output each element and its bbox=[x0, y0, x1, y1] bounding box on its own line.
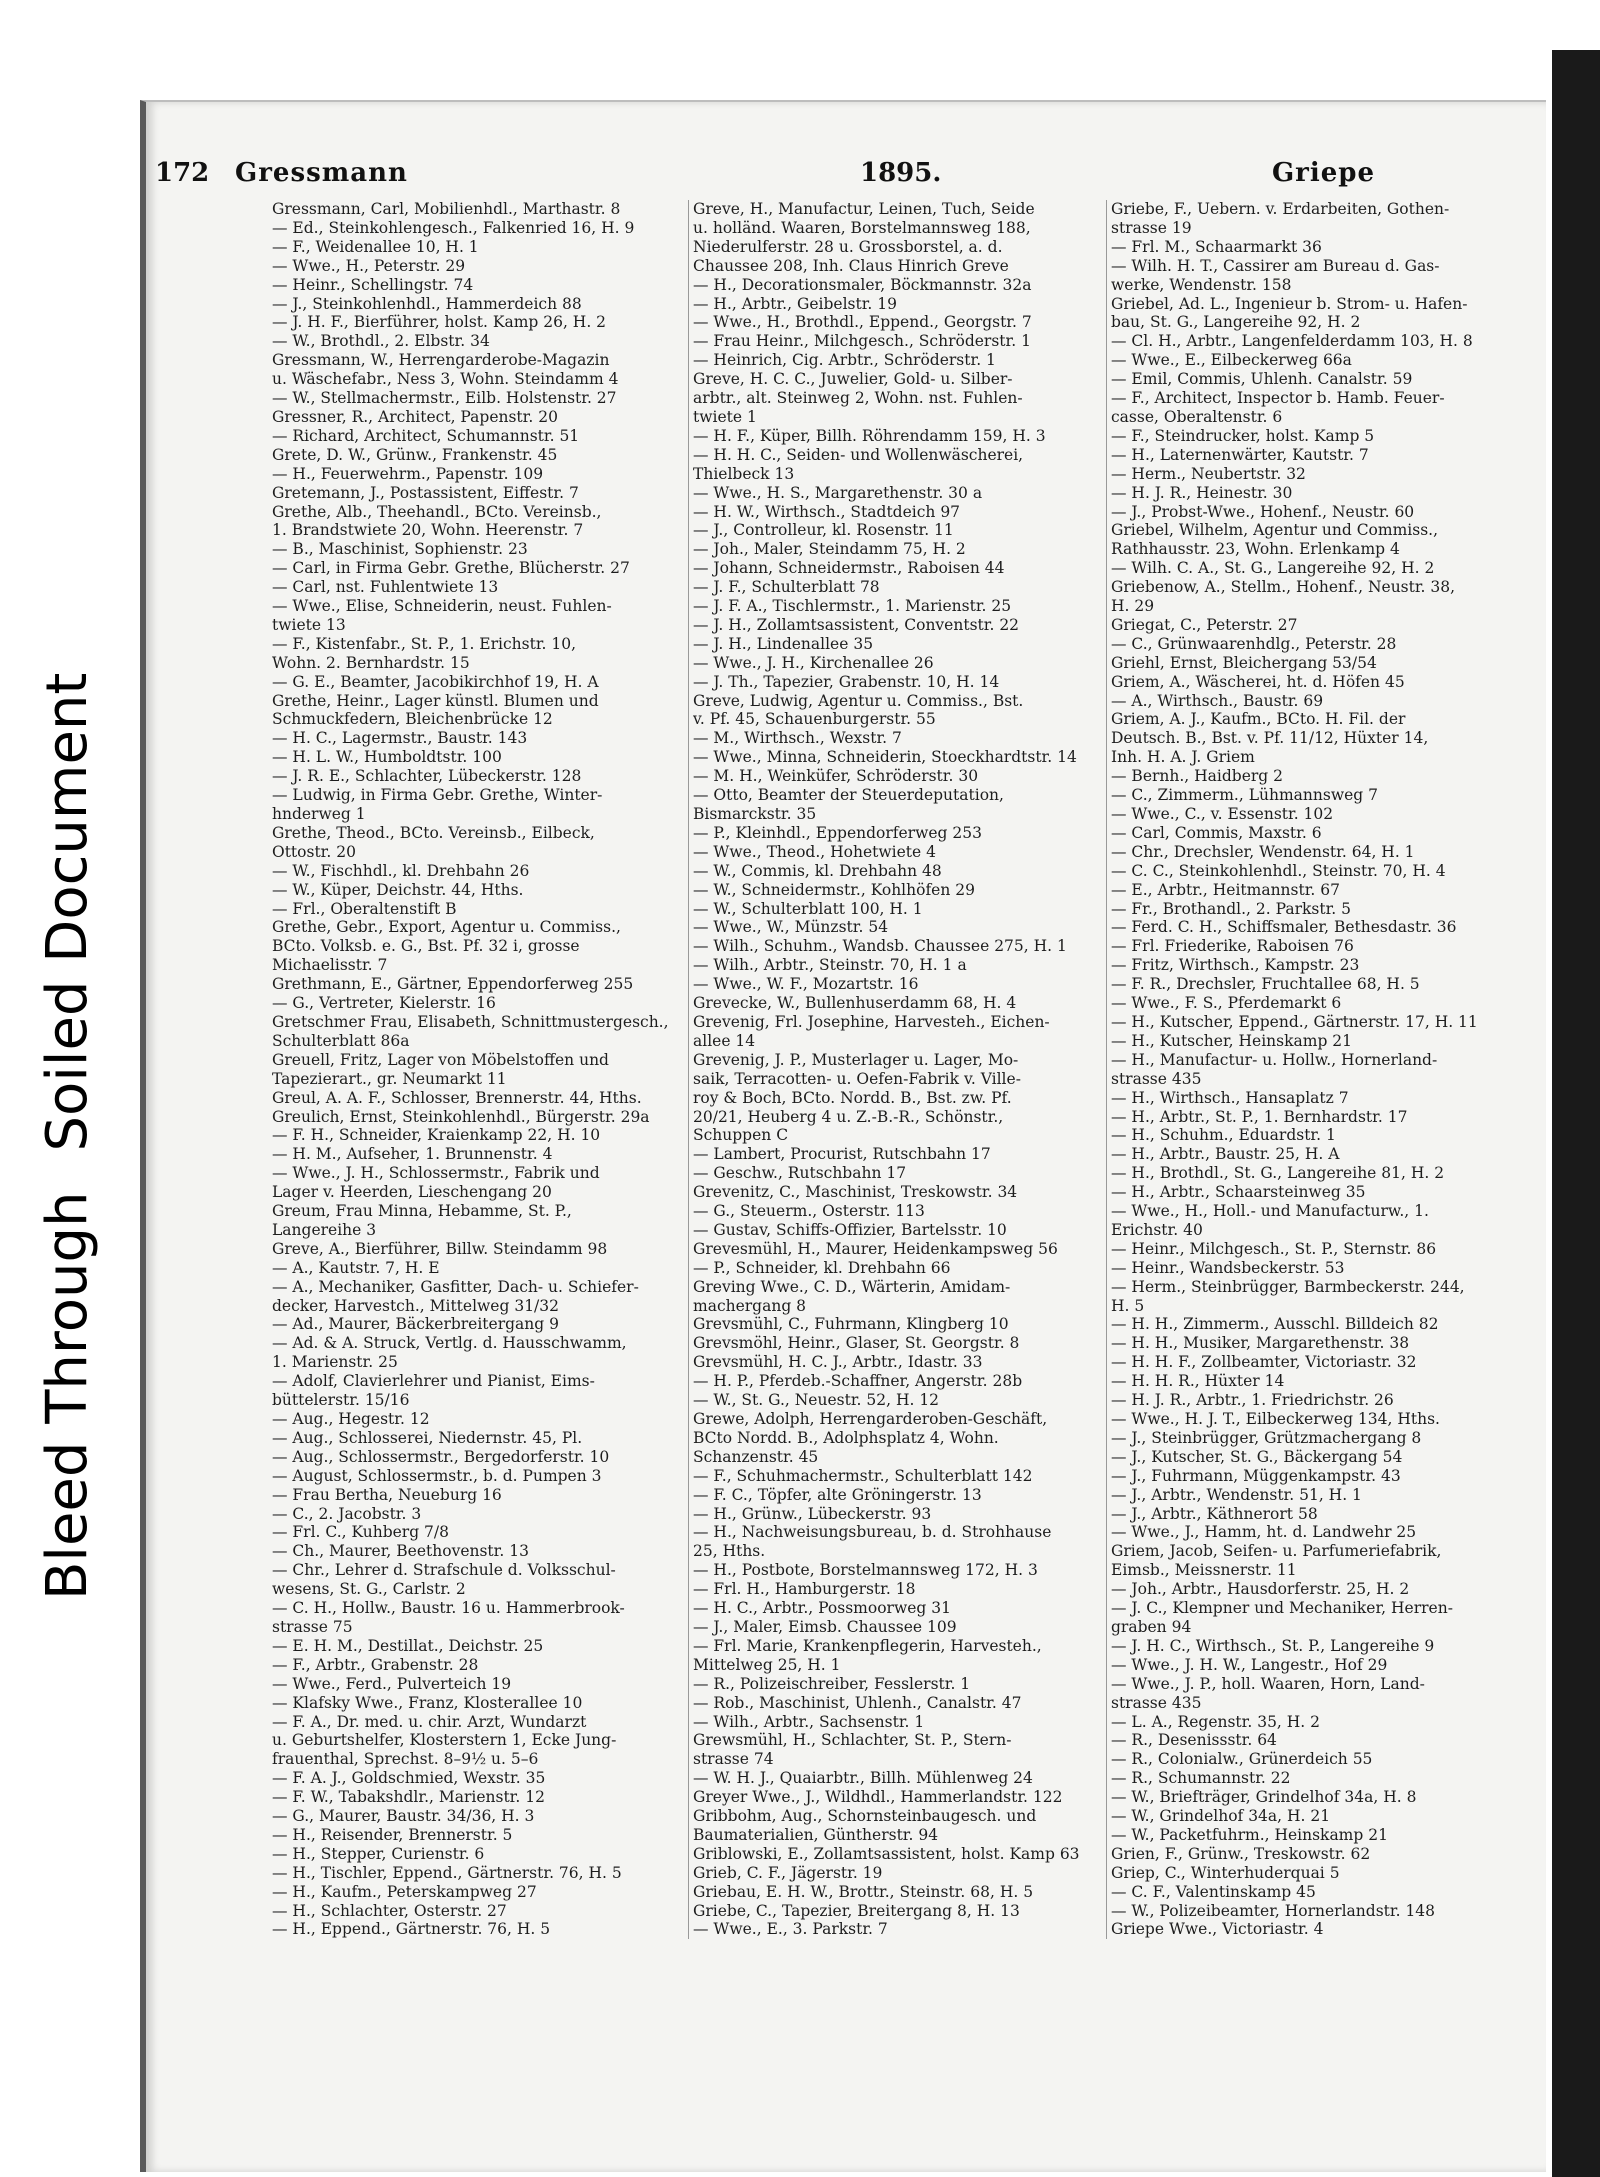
directory-entry-line: — W., Stellmachermstr., Eilb. Holstenstr. 27 bbox=[272, 389, 617, 408]
directory-entry-line: — H. H. R., Hüxter 14 bbox=[1111, 1372, 1285, 1391]
directory-entry-line: — Klafsky Wwe., Franz, Klosterallee 10 bbox=[272, 1693, 583, 1712]
directory-entry-line: — W., Grindelhof 34a, H. 21 bbox=[1111, 1807, 1331, 1826]
directory-entry-line: — Emil, Commis, Uhlenh. Canalstr. 59 bbox=[1111, 370, 1413, 389]
directory-entry-line: Grethe, Theod., BCto. Vereinsb., Eilbeck, bbox=[272, 823, 595, 842]
directory-entry-line: — W., Schneidermstr., Kohlhöfen 29 bbox=[693, 880, 975, 899]
directory-entry-line: — Heinr., Milchgesch., St. P., Sternstr. 86 bbox=[1111, 1239, 1437, 1258]
directory-entry-line: Gretschmer Frau, Elisabeth, Schnittmustergesch., bbox=[272, 1012, 669, 1031]
directory-entry-line: — A., Wirthsch., Baustr. 69 bbox=[1111, 691, 1324, 710]
directory-entry-line: — H., Wirthsch., Hansaplatz 7 bbox=[1111, 1088, 1349, 1107]
scan-side-label bbox=[22, 550, 112, 1600]
bleed-through-label: Bleed Through bbox=[34, 1191, 100, 1600]
directory-entry-line: — Bernh., Haidberg 2 bbox=[1111, 767, 1283, 786]
directory-entry-line: — H., Eppend., Gärtnerstr. 76, H. 5 bbox=[272, 1920, 551, 1939]
directory-entry-line: — C., 2. Jacobstr. 3 bbox=[272, 1504, 422, 1523]
directory-entry-line: Greve, H. C. C., Juwelier, Gold- u. Silber- bbox=[693, 370, 1013, 389]
directory-entry-line: Gretemann, J., Postassistent, Eiffestr. 7 bbox=[272, 483, 579, 502]
directory-entry-line: — P., Kleinhdl., Eppendorferweg 253 bbox=[693, 823, 982, 842]
directory-entry-line: Grevenig, J. P., Musterlager u. Lager, Mo- bbox=[693, 1050, 1019, 1069]
directory-entry-line: — J., Arbtr., Wendenstr. 51, H. 1 bbox=[1111, 1485, 1362, 1504]
directory-entry-line: Ottostr. 20 bbox=[272, 842, 356, 861]
directory-entry-line: — W., Polizeibeamter, Hornerlandstr. 148 bbox=[1111, 1901, 1436, 1920]
directory-entry-line: — August, Schlossermstr., b. d. Pumpen 3 bbox=[272, 1466, 602, 1485]
directory-entry-line: — Wwe., C., v. Essenstr. 102 bbox=[1111, 805, 1334, 823]
directory-entry-line: — F. A., Dr. med. u. chir. Arzt, Wundarzt bbox=[272, 1712, 587, 1731]
directory-entry-line: — Otto, Beamter der Steuerdeputation, bbox=[693, 786, 1004, 805]
directory-entry-line: — Wwe., F. S., Pferdemarkt 6 bbox=[1111, 994, 1342, 1013]
directory-entry-line: Griebel, Ad. L., Ingenieur b. Strom- u. Hafen- bbox=[1111, 294, 1468, 313]
directory-entry-line: — Carl, Commis, Maxstr. 6 bbox=[1111, 823, 1322, 842]
directory-entry-line: BCto Nordd. B., Adolphsplatz 4, Wohn. bbox=[693, 1428, 999, 1447]
directory-entry-line: — R., Schumannstr. 22 bbox=[1111, 1769, 1291, 1788]
directory-entry-line: Grethe, Heinr., Lager künstl. Blumen und bbox=[272, 691, 599, 710]
directory-entry-line: — J. F., Schulterblatt 78 bbox=[693, 578, 880, 597]
directory-entry-line: Gribbohm, Aug., Schornsteinbaugesch. und bbox=[693, 1807, 1037, 1826]
directory-entry-line: — F. H., Schneider, Kraienkamp 22, H. 10 bbox=[272, 1126, 601, 1145]
directory-entry-line: — F., Architect, Inspector b. Hamb. Feuer- bbox=[1111, 389, 1445, 408]
directory-entry-line: — H., Tischler, Eppend., Gärtnerstr. 76, H. 5 bbox=[272, 1863, 622, 1882]
directory-entry-line: — Aug., Schlosserei, Niedernstr. 45, Pl. bbox=[272, 1428, 583, 1447]
directory-entry-line: 20/21, Heuberg 4 u. Z.-B.-R., Schönstr., bbox=[693, 1107, 1004, 1126]
directory-entry-line: Grevecke, W., Bullenhuserdamm 68, H. 4 bbox=[693, 994, 1017, 1013]
directory-entry-line: — Lambert, Procurist, Rutschbahn 17 bbox=[693, 1145, 991, 1164]
directory-entry-line: — E. H. M., Destillat., Deichstr. 25 bbox=[272, 1636, 544, 1655]
directory-entry-line: — W., Packetfuhrm., Heinskamp 21 bbox=[1111, 1825, 1388, 1844]
directory-entry-line: Grevsmühl, H. C. J., Arbtr., Idastr. 33 bbox=[693, 1353, 983, 1372]
directory-entry-line: — Wwe., Minna, Schneiderin, Stoeckhardtstr. 14 bbox=[693, 748, 1077, 767]
directory-entry-line: — C., Zimmerm., Lühmannsweg 7 bbox=[1111, 786, 1378, 805]
directory-entry-line: Griegat, C., Peterstr. 27 bbox=[1111, 615, 1298, 634]
directory-entry-line: — H. H. F., Zollbeamter, Victoriastr. 32 bbox=[1111, 1353, 1417, 1372]
directory-entry-line: decker, Harvestch., Mittelweg 31/32 bbox=[272, 1296, 559, 1315]
directory-entry-line: — E., Arbtr., Heitmannstr. 67 bbox=[1111, 880, 1341, 899]
soiled-document-label: Soiled Document bbox=[34, 672, 100, 1152]
directory-entry-line: — H. J. R., Heinestr. 30 bbox=[1111, 483, 1293, 502]
directory-entry-line: Greve, A., Bierführer, Billw. Steindamm 98 bbox=[272, 1239, 608, 1258]
directory-entry-line: — H., Arbtr., Baustr. 25, H. A bbox=[1111, 1145, 1340, 1164]
directory-entry-line: — Chr., Drechsler, Wendenstr. 64, H. 1 bbox=[1111, 842, 1415, 861]
directory-entry-line: — H. F., Küper, Billh. Röhrendamm 159, H. 3 bbox=[693, 426, 1046, 445]
directory-entry-line: Greyer Wwe., J., Wildhdl., Hammerlandstr. 122 bbox=[693, 1788, 1063, 1807]
directory-entry-line: — B., Maschinist, Sophienstr. 23 bbox=[272, 540, 528, 559]
directory-entry-line: Inh. H. A. J. Griem bbox=[1111, 748, 1255, 767]
directory-entry-line: — F. C., Töpfer, alte Gröningerstr. 13 bbox=[693, 1485, 982, 1504]
directory-entry-line: Greuell, Fritz, Lager von Möbelstoffen und bbox=[272, 1050, 609, 1069]
directory-entry-line: — J., Arbtr., Käthnerort 58 bbox=[1111, 1504, 1318, 1523]
directory-entry-line: 1. Marienstr. 25 bbox=[272, 1353, 398, 1372]
directory-entry-line: — Wwe., Elise, Schneiderin, neust. Fuhlen- bbox=[272, 597, 612, 616]
directory-entry-line: — Frau Bertha, Neueburg 16 bbox=[272, 1485, 502, 1504]
directory-entry-line: — J., Probst-Wwe., Hohenf., Neustr. 60 bbox=[1111, 502, 1415, 521]
directory-entry-line: roy & Boch, BCto. Nordd. B., Bst. zw. Pf. bbox=[693, 1088, 1012, 1107]
directory-entry-line: — Wilh. C. A., St. G., Langereihe 92, H. 2 bbox=[1111, 559, 1435, 578]
directory-entry-line: — J. C., Klempner und Mechaniker, Herren- bbox=[1111, 1599, 1453, 1618]
directory-entry-line: — W., Briefträger, Grindelhof 34a, H. 8 bbox=[1111, 1788, 1417, 1807]
directory-entry-line: — Wwe., E., Eilbeckerweg 66a bbox=[1111, 351, 1352, 370]
directory-column-3 bbox=[1106, 200, 1531, 1939]
directory-entry-line: Gressmann, Carl, Mobilienhdl., Marthastr. 8 bbox=[272, 200, 621, 218]
directory-entry-line: — L. A., Regenstr. 35, H. 2 bbox=[1111, 1712, 1321, 1731]
directory-entry-line: 25, Hths. bbox=[693, 1542, 766, 1561]
directory-entry-line: — H. H., Zimmerm., Ausschl. Billdeich 82 bbox=[1111, 1315, 1439, 1334]
directory-entry-line: — C. C., Steinkohlenhdl., Steinstr. 70, H. 4 bbox=[1111, 861, 1446, 880]
directory-entry-line: — G., Vertreter, Kielerstr. 16 bbox=[272, 994, 496, 1013]
directory-entry-line: v. Pf. 45, Schauenburgerstr. 55 bbox=[693, 710, 936, 729]
directory-entry-line: Greving Wwe., C. D., Wärterin, Amidam- bbox=[693, 1277, 1011, 1296]
directory-entry-line: — H., Feuerwehrm., Papenstr. 109 bbox=[272, 464, 544, 483]
directory-column-1 bbox=[272, 200, 680, 1939]
directory-entry-line: — W. H. J., Quaiarbtr., Billh. Mühlenweg 24 bbox=[693, 1769, 1033, 1788]
directory-entry-line: — Wwe., W. F., Mozartstr. 16 bbox=[693, 975, 919, 994]
year-title: 1895. bbox=[860, 158, 942, 188]
directory-entry-line: — A., Kautstr. 7, H. E bbox=[272, 1258, 440, 1277]
directory-entry-line: — Geschw., Rutschbahn 17 bbox=[693, 1164, 907, 1183]
directory-entry-line: — J. R. E., Schlachter, Lübeckerstr. 128 bbox=[272, 767, 582, 786]
directory-entry-line: — W., St. G., Neuestr. 52, H. 12 bbox=[693, 1391, 940, 1410]
directory-entry-line: — H., Stepper, Curienstr. 6 bbox=[272, 1844, 485, 1863]
directory-entry-line: — C. H., Hollw., Baustr. 16 u. Hammerbrook- bbox=[272, 1599, 625, 1618]
directory-entry-line: — W., Küper, Deichstr. 44, Hths. bbox=[272, 880, 524, 899]
directory-entry-line: Grewsmühl, H., Schlachter, St. P., Stern- bbox=[693, 1731, 1012, 1750]
directory-entry-line: Niederulferstr. 28 u. Grossborstel, a. d. bbox=[693, 237, 1003, 256]
directory-entry-line: — Frl. Marie, Krankenpflegerin, Harvesteh., bbox=[693, 1636, 1042, 1655]
directory-entry-line: Schmuckfedern, Bleichenbrücke 12 bbox=[272, 710, 553, 729]
directory-entry-line: Wohn. 2. Bernhardstr. 15 bbox=[272, 653, 470, 672]
directory-entry-line: — Wwe., H., Brothdl., Eppend., Georgstr. 7 bbox=[693, 313, 1032, 332]
directory-entry-line: Griem, A., Wäscherei, ht. d. Höfen 45 bbox=[1111, 672, 1405, 691]
directory-entry-line: — H., Kutscher, Eppend., Gärtnerstr. 17, H. 11 bbox=[1111, 1012, 1478, 1031]
directory-entry-line: — Fritz, Wirthsch., Kampstr. 23 bbox=[1111, 956, 1360, 975]
directory-entry-line: — J., Steinkohlenhdl., Hammerdeich 88 bbox=[272, 294, 582, 313]
directory-entry-line: Erichstr. 40 bbox=[1111, 1220, 1203, 1239]
directory-entry-line: — Wwe., H., Holl.- und Manufacturw., 1. bbox=[1111, 1202, 1429, 1221]
directory-entry-line: — Wilh. H. T., Cassirer am Bureau d. Gas- bbox=[1111, 256, 1440, 275]
directory-entry-line: — Wwe., E., 3. Parkstr. 7 bbox=[693, 1920, 888, 1939]
directory-entry-line: bau, St. G., Langereihe 92, H. 2 bbox=[1111, 313, 1361, 332]
directory-entry-line: — J., Controlleur, kl. Rosenstr. 11 bbox=[693, 521, 954, 540]
directory-entry-line: Deutsch. B., Bst. v. Pf. 11/12, Hüxter 14, bbox=[1111, 729, 1429, 748]
directory-entry-line: hnderweg 1 bbox=[272, 805, 366, 823]
directory-entry-line: twiete 1 bbox=[693, 407, 757, 426]
directory-entry-line: Greve, Ludwig, Agentur u. Commiss., Bst. bbox=[693, 691, 1024, 710]
directory-entry-line: — J., Maler, Eimsb. Chaussee 109 bbox=[693, 1617, 957, 1636]
directory-entry-line: — H. C., Arbtr., Possmoorweg 31 bbox=[693, 1599, 951, 1618]
directory-entry-line: Griem, A. J., Kaufm., BCto. H. Fil. der bbox=[1111, 710, 1406, 729]
directory-entry-line: — R., Polizeischreiber, Fesslerstr. 1 bbox=[693, 1674, 971, 1693]
directory-entry-line: — Carl, in Firma Gebr. Grethe, Blücherstr. 27 bbox=[272, 559, 630, 578]
directory-entry-line: — H., Brothdl., St. G., Langereihe 81, H. 2 bbox=[1111, 1164, 1445, 1183]
directory-entry-line: u. Geburtshelfer, Klosterstern 1, Ecke Jung- bbox=[272, 1731, 617, 1750]
directory-entry-line: — H. H., Musiker, Margarethenstr. 38 bbox=[1111, 1334, 1410, 1353]
directory-entry-line: Tapezierart., gr. Neumarkt 11 bbox=[272, 1069, 507, 1088]
directory-entry-line: Griebenow, A., Stellm., Hohenf., Neustr. 38, bbox=[1111, 578, 1456, 597]
directory-entry-line: Grewe, Adolph, Herrengarderoben-Geschäft, bbox=[693, 1410, 1048, 1428]
directory-entry-line: Schulterblatt 86a bbox=[272, 1031, 410, 1050]
directory-entry-line: Griebau, E. H. W., Brottr., Steinstr. 68, H. 5 bbox=[693, 1882, 1034, 1901]
directory-entry-line: saik, Terracotten- u. Oefen-Fabrik v. Ville- bbox=[693, 1069, 1021, 1088]
directory-entry-line: Thielbeck 13 bbox=[693, 464, 795, 483]
directory-entry-line: — Joh., Maler, Steindamm 75, H. 2 bbox=[693, 540, 966, 559]
directory-entry-line: — F., Kistenfabr., St. P., 1. Erichstr. 10, bbox=[272, 634, 577, 653]
directory-entry-line: Griehl, Ernst, Bleichergang 53/54 bbox=[1111, 653, 1377, 672]
directory-entry-line: Lager v. Heerden, Lieschengang 20 bbox=[272, 1183, 552, 1202]
directory-entry-line: Greulich, Ernst, Steinkohlenhdl., Bürgerstr. 29a bbox=[272, 1107, 650, 1126]
directory-entry-line: frauenthal, Sprechst. 8–9½ u. 5–6 bbox=[272, 1750, 539, 1769]
directory-entry-line: — Frl. C., Kuhberg 7/8 bbox=[272, 1523, 449, 1542]
directory-entry-line: — Richard, Architect, Schumannstr. 51 bbox=[272, 426, 580, 445]
directory-entry-line: — Wwe., H. S., Margarethenstr. 30 a bbox=[693, 483, 983, 502]
directory-entry-line: — M. H., Weinküfer, Schröderstr. 30 bbox=[693, 767, 979, 786]
directory-entry-line: — F. A. J., Goldschmied, Wexstr. 35 bbox=[272, 1769, 546, 1788]
directory-entry-line: Rathhausstr. 23, Wohn. Erlenkamp 4 bbox=[1111, 540, 1400, 559]
directory-entry-line: Grevenig, Frl. Josephine, Harvesteh., Eichen- bbox=[693, 1012, 1050, 1031]
directory-entry-line: — Frl. H., Hamburgerstr. 18 bbox=[693, 1580, 916, 1599]
directory-entry-line: — H. L. W., Humboldtstr. 100 bbox=[272, 748, 502, 767]
directory-entry-line: Schuppen C bbox=[693, 1126, 789, 1145]
directory-entry-line: Griem, Jacob, Seifen- u. Parfumeriefabrik, bbox=[1111, 1542, 1442, 1561]
directory-entry-line: — Heinr., Wandsbeckerstr. 53 bbox=[1111, 1258, 1345, 1277]
directory-entry-line: u. holländ. Waaren, Borstelmannsweg 188, bbox=[693, 218, 1031, 237]
directory-entry-line: — F., Weidenallee 10, H. 1 bbox=[272, 237, 479, 256]
directory-entry-line: machergang 8 bbox=[693, 1296, 807, 1315]
directory-entry-line: — J., Kutscher, St. G., Bäckergang 54 bbox=[1111, 1447, 1403, 1466]
scan-edge-bar bbox=[1552, 50, 1600, 2177]
directory-entry-line: Baumaterialien, Güntherstr. 94 bbox=[693, 1825, 939, 1844]
directory-entry-line: — Heinr., Schellingstr. 74 bbox=[272, 275, 474, 294]
directory-entry-line: BCto. Volksb. e. G., Bst. Pf. 32 i, grosse bbox=[272, 937, 580, 956]
directory-entry-line: — H., Grünw., Lübeckerstr. 93 bbox=[693, 1504, 932, 1523]
directory-entry-line: — Wwe., H., Peterstr. 29 bbox=[272, 256, 466, 275]
directory-entry-line: Gressner, R., Architect, Papenstr. 20 bbox=[272, 407, 558, 426]
directory-entry-line: u. Wäschefabr., Ness 3, Wohn. Steindamm 4 bbox=[272, 370, 619, 389]
directory-entry-line: Greve, H., Manufactur, Leinen, Tuch, Seide bbox=[693, 200, 1035, 218]
directory-entry-line: — R., Colonialw., Grünerdeich 55 bbox=[1111, 1750, 1373, 1769]
directory-entry-line: — C., Grünwaarenhdlg., Peterstr. 28 bbox=[1111, 634, 1397, 653]
directory-entry-line: Grevsmühl, C., Fuhrmann, Klingberg 10 bbox=[693, 1315, 1009, 1334]
directory-entry-line: — Wwe., J. H. W., Langestr., Hof 29 bbox=[1111, 1655, 1388, 1674]
directory-entry-line: Griep, C., Winterhuderquai 5 bbox=[1111, 1863, 1340, 1882]
directory-entry-line: — J. H., Lindenallee 35 bbox=[693, 634, 874, 653]
directory-entry-line: — Wilh., Arbtr., Steinstr. 70, H. 1 a bbox=[693, 956, 967, 975]
directory-entry-line: strasse 74 bbox=[693, 1750, 774, 1769]
directory-entry-line: — H., Nachweisungsbureau, b. d. Strohhause bbox=[693, 1523, 1052, 1542]
directory-entry-line: — Wilh., Schuhm., Wandsb. Chaussee 275, H. 1 bbox=[693, 937, 1067, 956]
directory-entry-line: — Wwe., J. P., holl. Waaren, Horn, Land- bbox=[1111, 1674, 1425, 1693]
directory-entry-line: Chaussee 208, Inh. Claus Hinrich Greve bbox=[693, 256, 1009, 275]
left-running-title: Gressmann bbox=[235, 158, 408, 188]
directory-entry-line: — H. P., Pferdeb.-Schaffner, Angerstr. 28b bbox=[693, 1372, 1023, 1391]
directory-entry-line: — G. E., Beamter, Jacobikirchhof 19, H. A bbox=[272, 672, 599, 691]
directory-entry-line: — W., Fischhdl., kl. Drehbahn 26 bbox=[272, 861, 530, 880]
directory-entry-line: — R., Desenissstr. 64 bbox=[1111, 1731, 1277, 1750]
directory-entry-line: — Gustav, Schiffs-Offizier, Bartelsstr. 10 bbox=[693, 1220, 1007, 1239]
directory-entry-line: — Ad., Maurer, Bäckerbreitergang 9 bbox=[272, 1315, 559, 1334]
directory-entry-line: — Ch., Maurer, Beethovenstr. 13 bbox=[272, 1542, 529, 1561]
directory-entry-line: Grevenitz, C., Maschinist, Treskowstr. 34 bbox=[693, 1183, 1018, 1202]
directory-entry-line: — H., Arbtr., Schaarsteinweg 35 bbox=[1111, 1183, 1366, 1202]
directory-entry-line: — H., Laternenwärter, Kautstr. 7 bbox=[1111, 445, 1369, 464]
directory-entry-line: — F. R., Drechsler, Fruchtallee 68, H. 5 bbox=[1111, 975, 1420, 994]
directory-entry-line: Grete, D. W., Grünw., Frankenstr. 45 bbox=[272, 445, 558, 464]
directory-entry-line: — Joh., Arbtr., Hausdorferstr. 25, H. 2 bbox=[1111, 1580, 1410, 1599]
directory-entry-line: — F., Arbtr., Grabenstr. 28 bbox=[272, 1655, 479, 1674]
directory-entry-line: — Frau Heinr., Milchgesch., Schröderstr. 1 bbox=[693, 332, 1031, 351]
directory-entry-line: wesens, St. G., Carlstr. 2 bbox=[272, 1580, 466, 1599]
directory-entry-line: Bismarckstr. 35 bbox=[693, 805, 817, 823]
directory-entry-line: — Frl. Friederike, Raboisen 76 bbox=[1111, 937, 1354, 956]
directory-entry-line: — W., Schulterblatt 100, H. 1 bbox=[693, 899, 923, 918]
directory-entry-line: strasse 19 bbox=[1111, 218, 1192, 237]
directory-entry-line: — F., Steindrucker, holst. Kamp 5 bbox=[1111, 426, 1375, 445]
directory-entry-line: — W., Commis, kl. Drehbahn 48 bbox=[693, 861, 942, 880]
directory-entry-line: — H., Arbtr., St. P., 1. Bernhardstr. 17 bbox=[1111, 1107, 1408, 1126]
directory-entry-line: arbtr., alt. Steinweg 2, Wohn. nst. Fuhlen- bbox=[693, 389, 1023, 408]
directory-entry-line: — J., Steinbrügger, Grützmachergang 8 bbox=[1111, 1428, 1422, 1447]
directory-entry-line: strasse 75 bbox=[272, 1617, 353, 1636]
directory-entry-line: Griebe, F., Uebern. v. Erdarbeiten, Gothen- bbox=[1111, 200, 1450, 218]
directory-entry-line: — Heinrich, Cig. Arbtr., Schröderstr. 1 bbox=[693, 351, 996, 370]
directory-entry-line: — H., Reisender, Brennerstr. 5 bbox=[272, 1825, 513, 1844]
directory-column-2 bbox=[688, 200, 1103, 1939]
directory-entry-line: — Wwe., J. H., Schlossermstr., Fabrik und bbox=[272, 1164, 600, 1183]
directory-entry-line: twiete 13 bbox=[272, 615, 346, 634]
directory-entry-line: — Herm., Neubertstr. 32 bbox=[1111, 464, 1306, 483]
page-number: 172 bbox=[155, 158, 210, 188]
directory-entry-line: — Ed., Steinkohlengesch., Falkenried 16, H. 9 bbox=[272, 218, 635, 237]
directory-entry-line: büttelerstr. 15/16 bbox=[272, 1391, 410, 1410]
directory-entry-line: — G., Steuerm., Osterstr. 113 bbox=[693, 1202, 925, 1221]
directory-entry-line: Grevesmühl, H., Maurer, Heidenkampsweg 56 bbox=[693, 1239, 1058, 1258]
directory-entry-line: — H., Schuhm., Eduardstr. 1 bbox=[1111, 1126, 1336, 1145]
directory-entry-line: — Frl. M., Schaarmarkt 36 bbox=[1111, 237, 1322, 256]
directory-entry-line: — Adolf, Clavierlehrer und Pianist, Eims- bbox=[272, 1372, 595, 1391]
directory-entry-line: — W., Brothdl., 2. Elbstr. 34 bbox=[272, 332, 490, 351]
directory-entry-line: — Chr., Lehrer d. Strafschule d. Volksschul- bbox=[272, 1561, 616, 1580]
directory-entry-line: graben 94 bbox=[1111, 1617, 1192, 1636]
directory-entry-line: strasse 435 bbox=[1111, 1693, 1202, 1712]
directory-entry-line: — H., Schlachter, Osterstr. 27 bbox=[272, 1901, 507, 1920]
directory-entry-line: — Wwe., H. J. T., Eilbeckerweg 134, Hths. bbox=[1111, 1410, 1440, 1428]
directory-entry-line: — Aug., Hegestr. 12 bbox=[272, 1410, 430, 1428]
directory-entry-line: Grevsmöhl, Heinr., Glaser, St. Georgstr. 8 bbox=[693, 1334, 1020, 1353]
directory-entry-line: — Wwe., J., Hamm, ht. d. Landwehr 25 bbox=[1111, 1523, 1417, 1542]
directory-entry-line: — F., Schuhmachermstr., Schulterblatt 142 bbox=[693, 1466, 1033, 1485]
directory-entry-line: Grien, F., Grünw., Treskowstr. 62 bbox=[1111, 1844, 1371, 1863]
directory-entry-line: — H., Kaufm., Peterskampweg 27 bbox=[272, 1882, 537, 1901]
directory-entry-line: strasse 435 bbox=[1111, 1069, 1202, 1088]
directory-entry-line: H. 29 bbox=[1111, 597, 1155, 616]
directory-entry-line: — H., Kutscher, Heinskamp 21 bbox=[1111, 1031, 1353, 1050]
directory-entry-line: — Ad. & A. Struck, Vertlg. d. Hausschwamm, bbox=[272, 1334, 627, 1353]
directory-entry-line: — H., Arbtr., Geibelstr. 19 bbox=[693, 294, 897, 313]
directory-entry-line: — J., Fuhrmann, Müggenkampstr. 43 bbox=[1111, 1466, 1401, 1485]
directory-entry-line: — J. H., Zollamtsassistent, Conventstr. 22 bbox=[693, 615, 1020, 634]
directory-entry-line: — Fr., Brothandl., 2. Parkstr. 5 bbox=[1111, 899, 1351, 918]
page-header bbox=[155, 158, 1375, 192]
directory-entry-line: — Carl, nst. Fuhlentwiete 13 bbox=[272, 578, 499, 597]
directory-entry-line: — J. H. C., Wirthsch., St. P., Langereihe 9 bbox=[1111, 1636, 1435, 1655]
directory-entry-line: — Ludwig, in Firma Gebr. Grethe, Winter- bbox=[272, 786, 603, 805]
directory-entry-line: — Wwe., Theod., Hohetwiete 4 bbox=[693, 842, 936, 861]
directory-entry-line: Grethe, Alb., Theehandl., BCto. Vereinsb., bbox=[272, 502, 602, 521]
directory-entry-line: Griblowski, E., Zollamtsassistent, holst. Kamp 63 bbox=[693, 1844, 1080, 1863]
directory-entry-line: — J. F. A., Tischlermstr., 1. Marienstr. 25 bbox=[693, 597, 1012, 616]
directory-entry-line: Michaelisstr. 7 bbox=[272, 956, 388, 975]
directory-entry-line: Grieb, C. F., Jägerstr. 19 bbox=[693, 1863, 883, 1882]
directory-entry-line: — C. F., Valentinskamp 45 bbox=[1111, 1882, 1316, 1901]
directory-entry-line: allee 14 bbox=[693, 1031, 756, 1050]
directory-entry-line: — F. W., Tabakshdlr., Marienstr. 12 bbox=[272, 1788, 545, 1807]
directory-entry-line: H. 5 bbox=[1111, 1296, 1145, 1315]
directory-entry-line: casse, Oberaltenstr. 6 bbox=[1111, 407, 1283, 426]
directory-entry-line: — Johann, Schneidermstr., Raboisen 44 bbox=[693, 559, 1005, 578]
directory-entry-line: — Wilh., Arbtr., Sachsenstr. 1 bbox=[693, 1712, 925, 1731]
right-running-title: Griepe bbox=[1271, 158, 1375, 188]
directory-entry-line: — H. M., Aufseher, 1. Brunnenstr. 4 bbox=[272, 1145, 553, 1164]
directory-entry-line: Grethe, Gebr., Export, Agentur u. Commiss., bbox=[272, 918, 621, 937]
directory-entry-line: — Frl., Oberaltenstift B bbox=[272, 899, 457, 918]
directory-entry-line: — Cl. H., Arbtr., Langenfelderdamm 103, H. 8 bbox=[1111, 332, 1473, 351]
directory-entry-line: — G., Maurer, Baustr. 34/36, H. 3 bbox=[272, 1807, 535, 1826]
directory-entry-line: — J. H. F., Bierführer, holst. Kamp 26, H. 2 bbox=[272, 313, 607, 332]
directory-entry-line: — J. Th., Tapezier, Grabenstr. 10, H. 14 bbox=[693, 672, 1000, 691]
directory-entry-line: — Aug., Schlossermstr., Bergedorferstr. 10 bbox=[272, 1447, 610, 1466]
directory-entry-line: 1. Brandstwiete 20, Wohn. Heerenstr. 7 bbox=[272, 521, 584, 540]
directory-entry-line: Gressmann, W., Herrengarderobe-Magazin bbox=[272, 351, 610, 370]
directory-entry-line: Greum, Frau Minna, Hebamme, St. P., bbox=[272, 1202, 572, 1221]
directory-entry-line: Greul, A. A. F., Schlosser, Brennerstr. 44, Hths. bbox=[272, 1088, 642, 1107]
directory-entry-line: Eimsb., Meissnerstr. 11 bbox=[1111, 1561, 1297, 1580]
directory-entry-line: — H., Manufactur- u. Hollw., Hornerland- bbox=[1111, 1050, 1438, 1069]
directory-entry-line: — Ferd. C. H., Schiffsmaler, Bethesdastr. 36 bbox=[1111, 918, 1457, 937]
directory-entry-line: — A., Mechaniker, Gasfitter, Dach- u. Schiefer- bbox=[272, 1277, 639, 1296]
directory-entry-line: Mittelweg 25, H. 1 bbox=[693, 1655, 841, 1674]
directory-entry-line: — Wwe., Ferd., Pulverteich 19 bbox=[272, 1674, 512, 1693]
directory-entry-line: — H. J. R., Arbtr., 1. Friedrichstr. 26 bbox=[1111, 1391, 1394, 1410]
directory-entry-line: — Herm., Steinbrügger, Barmbeckerstr. 244, bbox=[1111, 1277, 1465, 1296]
directory-entry-line: — H. C., Lagermstr., Baustr. 143 bbox=[272, 729, 528, 748]
directory-entry-line: Grethmann, E., Gärtner, Eppendorferweg 255 bbox=[272, 975, 634, 994]
directory-entry-line: — H., Decorationsmaler, Böckmannstr. 32a bbox=[693, 275, 1032, 294]
directory-entry-line: — H. H. C., Seiden- und Wollenwäscherei, bbox=[693, 445, 1024, 464]
directory-entry-line: — Wwe., W., Münzstr. 54 bbox=[693, 918, 889, 937]
directory-entry-line: — M., Wirthsch., Wexstr. 7 bbox=[693, 729, 902, 748]
directory-entry-line: — H., Postbote, Borstelmannsweg 172, H. 3 bbox=[693, 1561, 1038, 1580]
directory-entry-line: — Wwe., J. H., Kirchenallee 26 bbox=[693, 653, 934, 672]
directory-entry-line: — Rob., Maschinist, Uhlenh., Canalstr. 47 bbox=[693, 1693, 1022, 1712]
directory-entry-line: — P., Schneider, kl. Drehbahn 66 bbox=[693, 1258, 951, 1277]
directory-entry-line: Schanzenstr. 45 bbox=[693, 1447, 819, 1466]
directory-entry-line: Griebel, Wilhelm, Agentur und Commiss., bbox=[1111, 521, 1439, 540]
directory-entry-line: — H. W., Wirthsch., Stadtdeich 97 bbox=[693, 502, 961, 521]
directory-entry-line: werke, Wendenstr. 158 bbox=[1111, 275, 1292, 294]
directory-entry-line: Griebe, C., Tapezier, Breitergang 8, H. 13 bbox=[693, 1901, 1020, 1920]
directory-entry-line: Langereihe 3 bbox=[272, 1220, 377, 1239]
directory-entry-line: Griepe Wwe., Victoriastr. 4 bbox=[1111, 1920, 1324, 1939]
